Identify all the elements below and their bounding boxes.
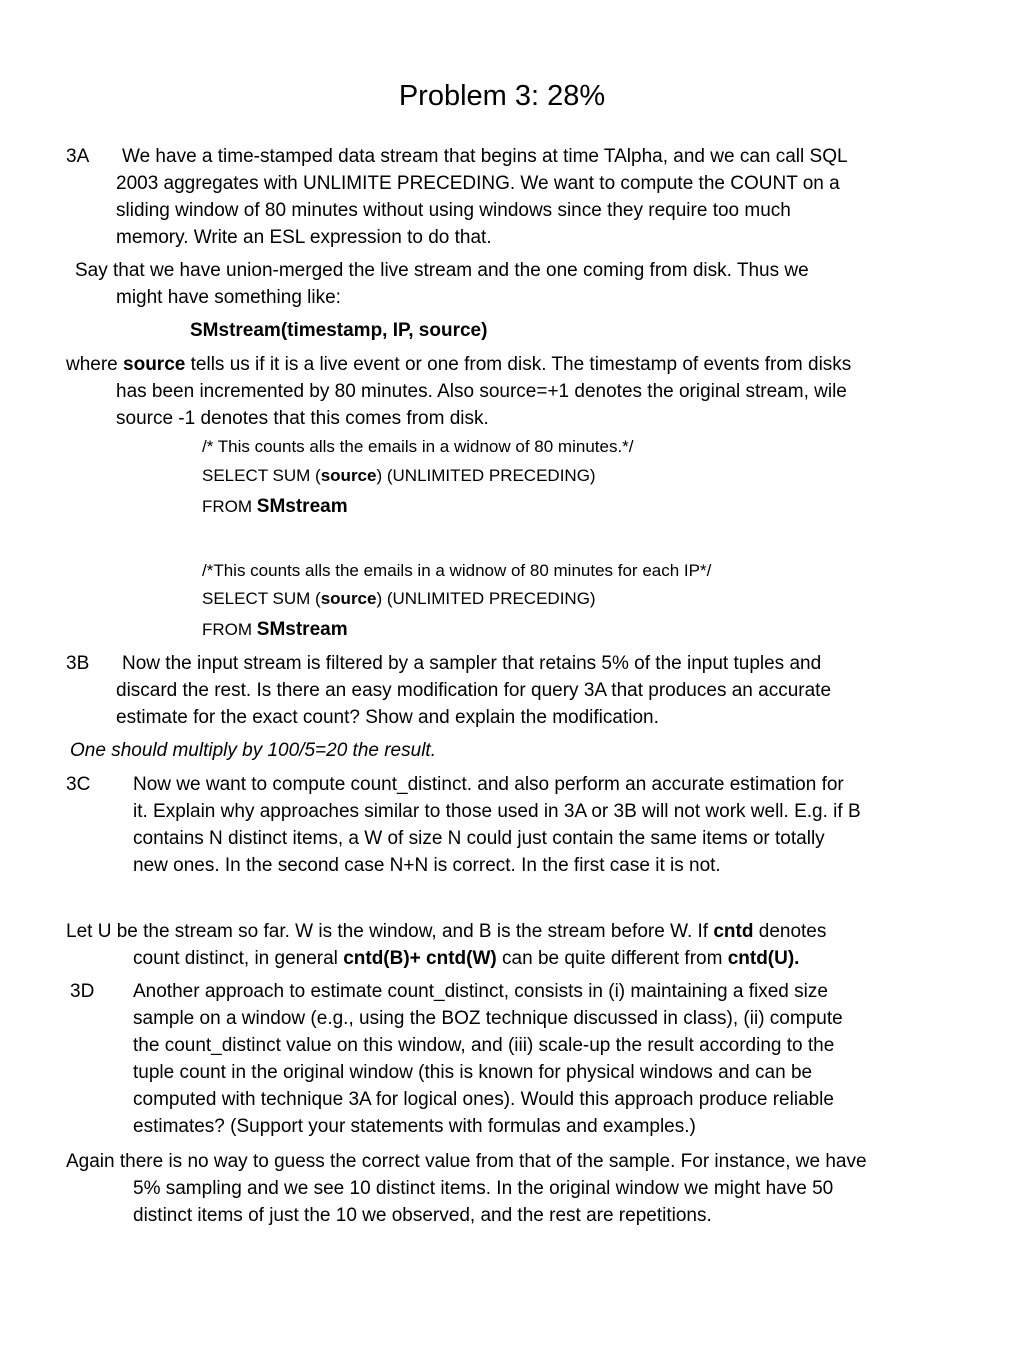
- problem-3c-line: it. Explain why approaches similar to those used in 3A or 3B will not work well. E.g. if B: [133, 801, 861, 822]
- paragraph-line: [66, 351, 851, 378]
- again-paragraph: [66, 1148, 867, 1229]
- smstream-declaration-text: SMstream(timestamp, IP, source): [190, 320, 488, 341]
- problem-3d-label: 3D: [70, 981, 95, 1002]
- select-suffix: ) (UNLIMITED PRECEDING): [376, 466, 596, 485]
- smstream-declaration: [190, 317, 487, 344]
- problem-3d-line: tuple count in the original window (this is known for physical windows and can be: [133, 1062, 813, 1083]
- code-comment: /*This counts alls the emails in a widnow of 80 minutes for each IP*/: [202, 561, 712, 580]
- problem-3b-line: estimate for the exact count? Show and explain the modification.: [116, 707, 659, 728]
- problem-3d-line: the count_distinct value on this window, and (iii) scale-up the result according to the: [133, 1035, 835, 1056]
- paragraph-line: Again there is no way to guess the correct value from that of the sample. For instance, we have: [66, 1151, 867, 1172]
- problem-3d: [66, 978, 843, 1140]
- answer-3b-text: One should multiply by 100/5=20 the result.: [70, 740, 436, 761]
- paragraph-line: distinct items of just the 10 we observed, and the rest are repetitions.: [133, 1205, 712, 1226]
- smstream-name: SMstream: [256, 619, 348, 640]
- paragraph-line: has been incremented by 80 minutes. Also source=+1 denotes the original stream, wile: [116, 381, 847, 402]
- problem-3c: [66, 771, 861, 879]
- where-rest: tells us if it is a live event or one from disk. The timestamp of events from disks: [185, 354, 852, 375]
- problem-3b-line: Now the input stream is filtered by a sampler that retains 5% of the input tuples and: [122, 653, 822, 674]
- let-u-text: count distinct, in general: [133, 948, 344, 969]
- cntd-u-formula: cntd(U).: [727, 948, 800, 969]
- paragraph-line: [66, 945, 826, 972]
- problem-3c-line: new ones. In the second case N+N is correct. In the first case it is not.: [133, 855, 721, 876]
- page-title: Problem 3: 28%: [398, 80, 606, 112]
- code-select-line: [202, 465, 596, 487]
- where-source-paragraph: [66, 351, 851, 432]
- let-u-text: can be quite different from: [496, 948, 728, 969]
- problem-3a-line: We have a time-stamped data stream that begins at time TAlpha, and we can call SQL: [122, 146, 848, 167]
- paragraph-line: might have something like:: [116, 287, 341, 308]
- source-keyword: source: [123, 354, 186, 375]
- cntd-keyword: cntd: [713, 921, 754, 942]
- where-prefix: where: [66, 354, 124, 375]
- from-keyword: FROM: [202, 620, 257, 639]
- let-u-text: denotes: [753, 921, 827, 942]
- source-keyword: source: [320, 466, 377, 485]
- problem-3a-line: memory. Write an ESL expression to do that.: [116, 227, 492, 248]
- problem-3d-line: sample on a window (e.g., using the BOZ technique discussed in class), (ii) compute: [133, 1008, 843, 1029]
- problem-3a-line: sliding window of 80 minutes without using windows since they require too much: [116, 200, 791, 221]
- paragraph-line: source -1 denotes that this comes from disk.: [116, 408, 489, 429]
- problem-3c-label: 3C: [66, 774, 91, 795]
- problem-3c-line: contains N distinct items, a W of size N could just contain the same items or totally: [133, 828, 825, 849]
- problem-3a-line: 2003 aggregates with UNLIMITE PRECEDING. We want to compute the COUNT on a: [116, 173, 840, 194]
- code-select-line: [202, 588, 596, 610]
- select-suffix: ) (UNLIMITED PRECEDING): [376, 589, 596, 608]
- from-keyword: FROM: [202, 497, 257, 516]
- problem-3b: [66, 650, 831, 731]
- paragraph-line: 5% sampling and we see 10 distinct items. In the original window we might have 50: [133, 1178, 834, 1199]
- problem-3d-line: Another approach to estimate count_distinct, consists in (i) maintaining a fixed size: [133, 981, 828, 1002]
- paragraph-line: [66, 918, 826, 945]
- answer-3b: [70, 737, 436, 764]
- let-u-paragraph: [66, 918, 826, 972]
- code-comment: /* This counts alls the emails in a widnow of 80 minutes.*/: [202, 437, 634, 456]
- problem-3a: [66, 143, 848, 251]
- problem-3b-line: discard the rest. Is there an easy modification for query 3A that produces an accurate: [116, 680, 832, 701]
- smstream-name: SMstream: [256, 496, 348, 517]
- paragraph-line: Say that we have union-merged the live stream and the one coming from disk. Thus we: [75, 260, 809, 281]
- problem-3c-line: Now we want to compute count_distinct. and also perform an accurate estimation for: [133, 774, 844, 795]
- union-merge-paragraph: [75, 257, 809, 311]
- cntd-sum-formula: cntd(B)+ cntd(W): [343, 948, 497, 969]
- source-keyword: source: [320, 589, 377, 608]
- code-from-line: [202, 496, 348, 518]
- select-prefix: SELECT SUM (: [202, 589, 321, 608]
- code-from-line: [202, 619, 348, 641]
- problem-3d-line: computed with technique 3A for logical ones). Would this approach produce reliable: [133, 1089, 834, 1110]
- problem-3b-label: 3B: [66, 653, 90, 674]
- select-prefix: SELECT SUM (: [202, 466, 321, 485]
- problem-3d-line: estimates? (Support your statements with formulas and examples.): [133, 1116, 696, 1137]
- let-u-text: Let U be the stream so far. W is the window, and B is the stream before W. If: [66, 921, 714, 942]
- problem-3a-label: 3A: [66, 146, 90, 167]
